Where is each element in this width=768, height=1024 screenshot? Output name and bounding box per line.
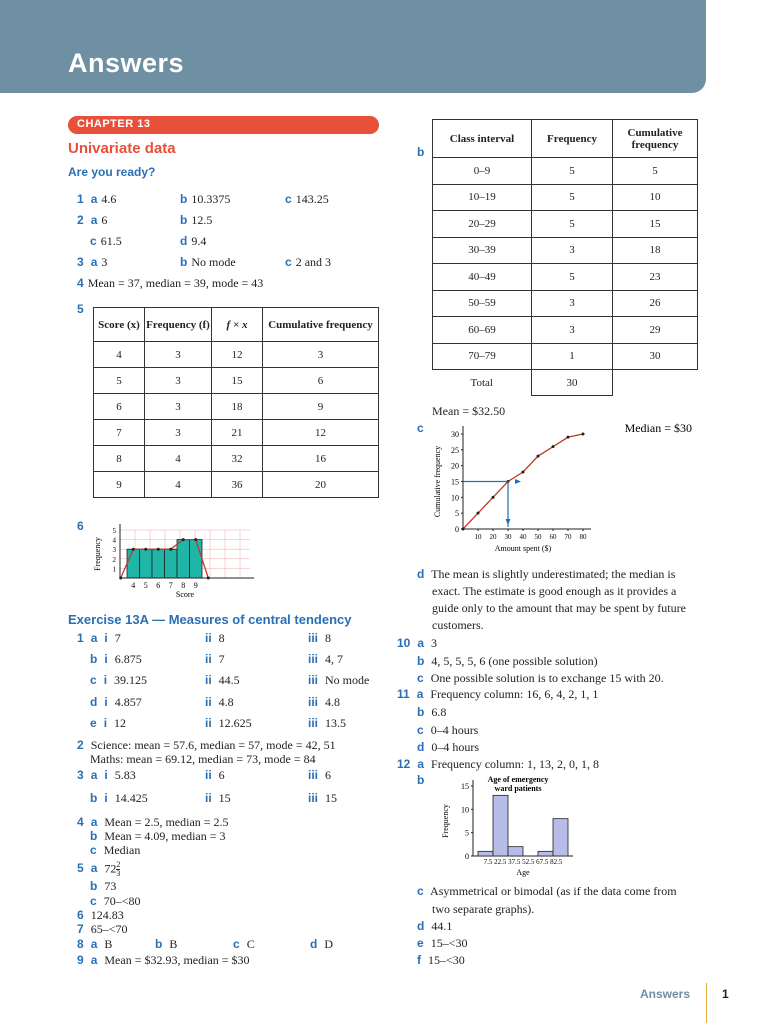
- ogive-point: [567, 436, 570, 439]
- ready-q1b: b 10.3375: [180, 192, 231, 206]
- table-row: 5 3 15 6: [94, 368, 379, 394]
- table-row: 0–9 5 5: [433, 158, 698, 185]
- q10a: 10 a 3: [397, 636, 438, 650]
- x-axis-label: Score: [175, 590, 195, 599]
- ogive-point: [522, 471, 525, 474]
- class-table: [432, 119, 698, 396]
- polygon-point: [144, 548, 147, 551]
- ex-q1b-iii: iii 4, 7: [308, 652, 344, 666]
- y-axis-label: Frequency: [441, 804, 450, 838]
- y-tick-label: 1: [112, 565, 116, 574]
- q12c: c Asymmetrical or bimodal (as if the data come from: [417, 884, 677, 898]
- x-tick-label: 9: [193, 581, 198, 590]
- table-row: 70–79 1 30: [433, 343, 698, 370]
- q9b-label: b: [417, 145, 425, 159]
- ready-q1: 1 a 4.6: [77, 192, 117, 206]
- x-tick-label: 40: [519, 533, 527, 541]
- ogive-point: [552, 445, 555, 448]
- q12e: e 15–<30: [417, 936, 468, 950]
- histogram-bar: [165, 549, 178, 578]
- y-tick-label: 30: [451, 430, 459, 439]
- footer-label: Answers: [640, 987, 691, 1001]
- ex-q8a: 8 a B: [77, 937, 113, 951]
- ex-q1c-iii: iii No mode: [308, 673, 370, 687]
- footer-divider: [706, 983, 707, 1023]
- ex-q2: 2 Science: mean = 57.6, median = 57, mode = 42, 51: [77, 738, 336, 752]
- mean-answer: Mean = $32.50: [432, 404, 506, 418]
- y-tick-label: 10: [451, 493, 459, 503]
- table-total-row: Total 30: [433, 370, 698, 396]
- fx-header: f × x: [212, 308, 263, 342]
- cumulative-header: Cumulative frequency: [263, 308, 379, 342]
- ready-q3b: b No mode: [180, 255, 236, 269]
- ex-q3a-iii: iii 6: [308, 768, 332, 782]
- ready-q2d: d 9.4: [180, 234, 207, 248]
- ready-q2: 2 a 6: [77, 213, 108, 227]
- ex-q3a-ii: ii 6: [205, 768, 225, 782]
- polygon-point: [169, 548, 172, 551]
- y-axis-label: Cumulative frequency: [433, 445, 442, 518]
- x-axis-label: Age: [516, 868, 530, 877]
- polygon-point: [207, 577, 210, 580]
- ex-q3a: 3 a i 5.83: [77, 768, 136, 782]
- q11d: d 0–4 hours: [417, 740, 480, 754]
- arrow-down-icon: [506, 519, 511, 525]
- ogive-point: [582, 433, 585, 436]
- q9d-line2: exact. The estimate is good enough as it provides a: [432, 584, 677, 598]
- q12d: d 44.1: [417, 919, 453, 933]
- ex-q1c-ii: ii 44.5: [205, 673, 240, 687]
- arrow-right-icon: [515, 479, 521, 484]
- chapter-label: CHAPTER 13: [77, 118, 151, 130]
- histogram-bar: [127, 549, 140, 578]
- histogram-bar: [493, 795, 508, 856]
- ex-q1e: e i 12: [90, 716, 127, 730]
- histogram-bar: [538, 851, 553, 856]
- x-tick-label: 6: [156, 581, 161, 590]
- ex-q2-line2: Maths: mean = 69.12, median = 73, mode = 84: [90, 752, 316, 766]
- histogram-bar: [190, 540, 203, 578]
- ogive-point: [492, 496, 495, 499]
- q10c: c One possible solution is to exchange 15 with 20.: [417, 671, 664, 685]
- table-row: 9 4 36 20: [94, 472, 379, 498]
- ex-q4b: b Mean = 4.09, median = 3: [90, 829, 226, 843]
- ex-q1d: d i 4.857: [90, 695, 142, 709]
- ex-q6: 6 124.83: [77, 908, 124, 922]
- x-tick-label: 5: [143, 581, 148, 590]
- histogram-scores: [90, 518, 280, 604]
- x-tick-label: 8: [181, 581, 186, 590]
- ogive-point: [537, 455, 540, 458]
- ogive-point: [462, 528, 465, 531]
- ogive-chart: [430, 418, 700, 558]
- polygon-point: [119, 577, 122, 580]
- y-tick-label: 5: [112, 527, 116, 535]
- ready-q3c: c 2 and 3: [285, 255, 332, 269]
- ex-q8d: d D: [310, 937, 334, 951]
- x-tick-label: 7: [168, 581, 173, 590]
- y-tick-label: 0: [455, 525, 459, 534]
- ex-q1a: 1 a i 7: [77, 631, 121, 645]
- page-title: Answers: [68, 48, 185, 78]
- y-tick-label: 5: [455, 509, 459, 519]
- x-tick-label: 70: [564, 533, 572, 541]
- polygon-point: [194, 538, 197, 541]
- table-row: 30–39 3 18: [433, 237, 698, 264]
- q11a: 11 a Frequency column: 16, 6, 4, 2, 1, 1: [397, 687, 599, 701]
- table-row: 8 4 32 16: [94, 446, 379, 472]
- ex-q8b: b B: [155, 937, 178, 951]
- y-tick-label: 25: [451, 445, 459, 455]
- class-frequency-header: Frequency: [532, 120, 613, 158]
- y-tick-label: 10: [461, 805, 469, 815]
- q11b: b 6.8: [417, 705, 447, 719]
- chart-title: Age of emergency: [487, 775, 549, 784]
- x-tick-label: 50: [534, 533, 542, 541]
- ready-q4: 4 Mean = 37, median = 39, mode = 43: [77, 276, 264, 290]
- ex-q5c: c 70–<80: [90, 894, 141, 908]
- ex-q1a-ii: ii 8: [205, 631, 225, 645]
- polygon-point: [157, 548, 160, 551]
- ready-q5: 5: [77, 302, 84, 316]
- ready-q1c: c 143.25: [285, 192, 329, 206]
- polygon-point: [182, 538, 185, 541]
- page-number: 1: [722, 987, 729, 1001]
- polygon-point: [132, 548, 135, 551]
- ex-q1d-iii: iii 4.8: [308, 695, 341, 709]
- ex-q5a: 5 a 72 $\frac{2}{3}$: [77, 860, 121, 878]
- y-tick-label: 5: [465, 828, 469, 838]
- table-row: 60–69 3 29: [433, 317, 698, 344]
- table-row: 40–49 5 23: [433, 264, 698, 291]
- score-table: [93, 307, 379, 498]
- ex-q1a-iii: iii 8: [308, 631, 332, 645]
- chapter-title: Univariate data: [68, 140, 176, 157]
- q10b: b 4, 5, 5, 5, 6 (one possible solution): [417, 654, 598, 668]
- q12f: f 15–<30: [417, 953, 465, 967]
- q9c-label: c: [417, 421, 424, 435]
- ex-q1d-ii: ii 4.8: [205, 695, 234, 709]
- y-tick-label: 3: [112, 546, 116, 555]
- ex-q5b: b 73: [90, 879, 117, 893]
- y-tick-label: 20: [451, 461, 459, 471]
- ex-q1b: b i 6.875: [90, 652, 142, 666]
- x-tick-label: 20: [489, 533, 497, 541]
- y-axis-label: Frequency: [93, 537, 102, 571]
- histogram-bar: [553, 819, 568, 856]
- class-cumulative-header: Cumulative frequency: [613, 120, 698, 158]
- y-tick-label: 15: [461, 782, 469, 791]
- table-row: 7 3 21 12: [94, 420, 379, 446]
- exercise-heading: Exercise 13A — Measures of central tendency: [68, 612, 352, 627]
- score-header: Score (x): [94, 308, 145, 342]
- y-tick-label: 0: [465, 852, 469, 861]
- ex-q1e-iii: iii 13.5: [308, 716, 347, 730]
- q12c-line2: two separate graphs).: [432, 902, 535, 916]
- ex-q4a: 4 a Mean = 2.5, median = 2.5: [77, 815, 229, 829]
- histogram-emergency: [438, 774, 588, 879]
- q9d-line4: customers.: [432, 618, 484, 632]
- q12b-label: b: [417, 773, 425, 787]
- ready-q6: 6: [77, 519, 84, 533]
- table-row: 20–29 5 15: [433, 211, 698, 238]
- chapter-badge: [68, 116, 379, 134]
- histogram-bar: [152, 549, 165, 578]
- x-tick-label: 10: [474, 533, 482, 541]
- ex-q1e-ii: ii 12.625: [205, 716, 252, 730]
- median-annotation: Median = $30: [624, 421, 692, 435]
- page-header: [0, 0, 706, 93]
- ex-q8c: c C: [233, 937, 255, 951]
- ex-q9: 9 a Mean = $32.93, median = $30: [77, 953, 250, 967]
- table-row: 10–19 5 10: [433, 184, 698, 211]
- table-row: 4 3 12 3: [94, 342, 379, 368]
- x-axis-label: Amount spent ($): [494, 544, 552, 553]
- histogram-bar: [478, 851, 493, 856]
- ex-q1c: c i 39.125: [90, 673, 148, 687]
- q12a: 12 a Frequency column: 1, 13, 2, 0, 1, 8: [397, 757, 600, 771]
- histogram-bar: [140, 549, 153, 578]
- frequency-header: Frequency (f): [145, 308, 212, 342]
- ex-q3b-iii: iii 15: [308, 791, 338, 805]
- x-tick-label: 80: [579, 533, 587, 541]
- x-tick-label: 30: [504, 533, 512, 541]
- table-row: 50–59 3 26: [433, 290, 698, 317]
- ogive-point: [477, 512, 480, 515]
- q9d: d The mean is slightly underestimated; the median is: [417, 567, 676, 581]
- chart-title-line2: ward patients: [494, 784, 542, 793]
- y-tick-label: 4: [112, 536, 116, 545]
- table-row: 6 3 18 9: [94, 394, 379, 420]
- y-tick-label: 15: [451, 477, 459, 487]
- q11c: c 0–4 hours: [417, 723, 479, 737]
- x-tick-labels: 7.5 22.5 37.5 52.5 67.5 82.5: [483, 858, 563, 866]
- histogram-bar: [177, 540, 190, 578]
- class-interval-header: Class interval: [433, 120, 532, 158]
- ready-q2b: b 12.5: [180, 213, 213, 227]
- ex-q1b-ii: ii 7: [205, 652, 225, 666]
- ex-q7: 7 65–<70: [77, 922, 128, 936]
- x-tick-label: 4: [131, 581, 136, 590]
- q9d-line3: guide only to the amount that may be spent by future: [432, 601, 686, 615]
- ready-q2c: c 61.5: [90, 234, 122, 248]
- ready-q3: 3 a 3: [77, 255, 108, 269]
- ex-q4c: c Median: [90, 843, 141, 857]
- x-tick-label: 60: [549, 533, 557, 541]
- ex-q3b: b i 14.425: [90, 791, 148, 805]
- ready-heading: Are you ready?: [68, 165, 156, 179]
- ex-q3b-ii: ii 15: [205, 791, 231, 805]
- y-tick-label: 2: [112, 555, 116, 564]
- histogram-bar: [508, 847, 523, 856]
